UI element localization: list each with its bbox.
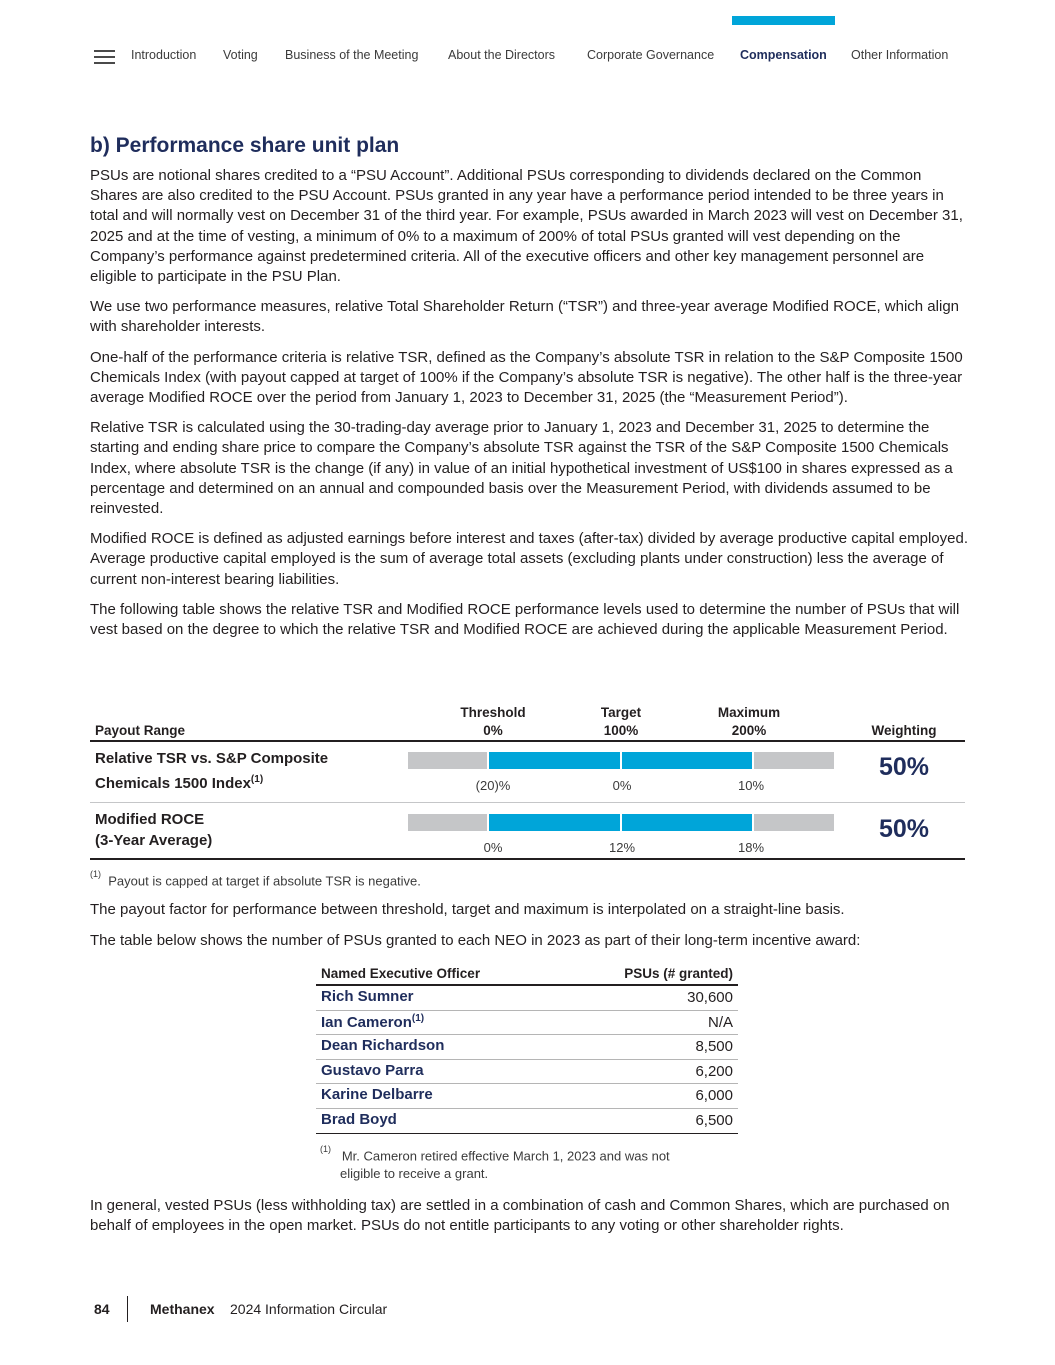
nav-compensation[interactable]: Compensation	[740, 48, 827, 62]
nav-other-information[interactable]: Other Information	[851, 48, 949, 62]
top-navigation	[94, 46, 974, 66]
header-target: Target 100%	[600, 705, 642, 738]
tsr-maximum-value: 10%	[737, 778, 765, 793]
table-row	[316, 1060, 738, 1085]
neo-name: Ian Cameron$^{(1)}$	[321, 1012, 425, 1031]
tsr-bar-above-maximum	[754, 752, 834, 769]
roce-maximum-value: 18%	[737, 840, 765, 855]
roce-bar-target-to-maximum	[622, 814, 752, 831]
nav-about-the-directors[interactable]: About the Directors	[448, 48, 555, 62]
tsr-weighting: 50%	[878, 753, 930, 781]
nav-introduction[interactable]: Introduction	[131, 48, 197, 62]
footer-divider	[127, 1296, 128, 1322]
header-weighting: Weighting	[871, 723, 937, 738]
perf-table-footnote: $^{(1)}$ Payout is capped at target if absolute TSR is negative.	[90, 869, 421, 889]
neo-psus: N/A	[707, 1013, 733, 1031]
table-header-rule	[90, 740, 965, 742]
header-psus-granted: PSUs (# granted)	[624, 966, 733, 981]
row-divider	[90, 802, 965, 803]
neo-name: Gustavo Parra	[321, 1061, 424, 1079]
neo-name: Karine Delbarre	[321, 1086, 433, 1104]
table-row	[316, 1035, 738, 1060]
nav-voting[interactable]: Voting	[223, 48, 258, 62]
active-tab-indicator	[732, 16, 835, 25]
tsr-bar-target-to-maximum	[622, 752, 752, 769]
neo-table-body	[316, 986, 738, 1134]
neo-name: Rich Sumner	[321, 988, 414, 1005]
neo-psus: 6,200	[695, 1062, 733, 1080]
row-label-relative-tsr: Relative TSR vs. S&P Composite Chemicals 1500 Index$^{(1)}$	[95, 750, 329, 792]
tsr-threshold-value: (20)%	[475, 778, 511, 793]
neo-psus: 6,500	[695, 1111, 733, 1129]
performance-levels-table	[90, 700, 965, 860]
neo-psu-grants-table	[316, 965, 738, 1134]
paragraph-table-intro: The following table shows the relative TSR and Modified ROCE performance levels used to determine the number of PSUs that will vest based on the degree to which the relative TSR and Modified ROCE are achieved during the applicable Measurement Period.	[90, 600, 960, 639]
header-payout-range: Payout Range	[95, 723, 186, 738]
roce-weighting: 50%	[878, 815, 930, 843]
table-row	[316, 1109, 738, 1134]
row-label-modified-roce: Modified ROCE (3-Year Average)	[95, 811, 213, 849]
paragraph-neo-intro: The table below shows the number of PSUs granted to each NEO in 2023 as part of their long-term incentive award:	[90, 932, 861, 949]
paragraph-performance-measures: We use two performance measures, relative Total Shareholder Return (“TSR”) and three-year average Modified ROCE, which align with shareholder interests.	[90, 298, 960, 336]
tsr-bar-below-threshold	[408, 752, 487, 769]
footer-brand: Methanex	[150, 1301, 215, 1317]
nav-business-of-the-meeting[interactable]: Business of the Meeting	[285, 48, 419, 62]
neo-psus: 6,000	[695, 1087, 733, 1105]
table-row	[316, 1011, 738, 1036]
table-row	[316, 986, 738, 1011]
neo-name: Brad Boyd	[321, 1110, 397, 1128]
table-row	[316, 1084, 738, 1109]
neo-table-footnote: $^{(1)}$ Mr. Cameron retired effective March 1, 2023 and was not eligible to receive a grant.	[320, 1144, 670, 1182]
tsr-bar-threshold-to-target	[489, 752, 620, 769]
paragraph-relative-tsr: Relative TSR is calculated using the 30-trading-day average prior to January 1, 2023 and December 31, 2025 to determine the starting and ending share price to compare the Company’s absolute TSR against the TSR of the S&P Composite 1500 Chemicals Index, where absolute TSR is the change (if any) in value of an initial hypothetical investment of US$100 in shares expressed as a percentage and determined on an annual and compounded basis over the Measurement Period, with dividends assumed to be reinvested.	[90, 419, 953, 518]
paragraph-modified-roce: Modified ROCE is defined as adjusted earnings before interest and taxes (after-tax) divided by average productive capital employed. Average productive capital employed is the sum of average total assets (excluding plants under construction) less the average of current non-interest bearing liabilities.	[90, 530, 968, 588]
roce-bar-below-threshold	[408, 814, 487, 831]
neo-name: Dean Richardson	[321, 1037, 445, 1055]
roce-target-value: 12%	[608, 840, 636, 855]
hamburger-menu-icon[interactable]	[94, 50, 115, 64]
paragraph-psu-definition: PSUs are notional shares credited to a “PSU Account”. Additional PSUs corresponding to dividends declared on the Common Shares are also credited to the PSU Account. PSUs granted in any year have a performance period intended to be three years in total and will normally vest on December 31 of the third year. For example, PSUs awarded in March 2023 will vest on December 31, 2025 and at the time of vesting, a minimum of 0% to a maximum of 200% of total PSUs granted will vest depending on the Company’s performance against predetermined criteria. All of the executive officers and other key management personnel are eligible to participate in the PSU Plan.	[90, 167, 963, 286]
header-named-executive-officer: Named Executive Officer	[321, 966, 481, 981]
nav-corporate-governance[interactable]: Corporate Governance	[587, 48, 715, 62]
page-number: 84	[94, 1301, 110, 1317]
neo-table-header	[316, 965, 738, 986]
neo-psus: 8,500	[695, 1038, 733, 1056]
table-bottom-rule	[90, 858, 965, 860]
paragraph-settlement: In general, vested PSUs (less withholding tax) are settled in a combination of cash and Common Shares, which are purchased on behalf of employees in the open market. PSUs do not entitle participants to any voting or other shareholder rights.	[90, 1197, 950, 1235]
header-maximum: Maximum 200%	[717, 705, 781, 738]
paragraph-interpolation: The payout factor for performance between threshold, target and maximum is interpolated on a straight-line basis.	[90, 901, 845, 918]
footer-document-title: 2024 Information Circular	[230, 1301, 388, 1317]
neo-psus: 30,600	[687, 989, 733, 1006]
section-content	[90, 134, 970, 650]
roce-threshold-value: 0%	[483, 840, 503, 855]
header-threshold: Threshold 0%	[460, 705, 526, 738]
paragraph-criteria: One-half of the performance criteria is relative TSR, defined as the Company’s absolute TSR in relation to the S&P Composite 1500 Chemicals Index (with payout capped at target of 100% if the Company’s absolute TSR is negative). The other half is the three-year average Modified ROCE over the period from January 1, 2023 to December 31, 2025 (the “Measurement Period”).	[90, 348, 963, 407]
roce-bar-threshold-to-target	[489, 814, 620, 831]
roce-bar-above-maximum	[754, 814, 834, 831]
tsr-target-value: 0%	[612, 778, 632, 793]
section-title: b) Performance share unit plan	[90, 134, 400, 157]
